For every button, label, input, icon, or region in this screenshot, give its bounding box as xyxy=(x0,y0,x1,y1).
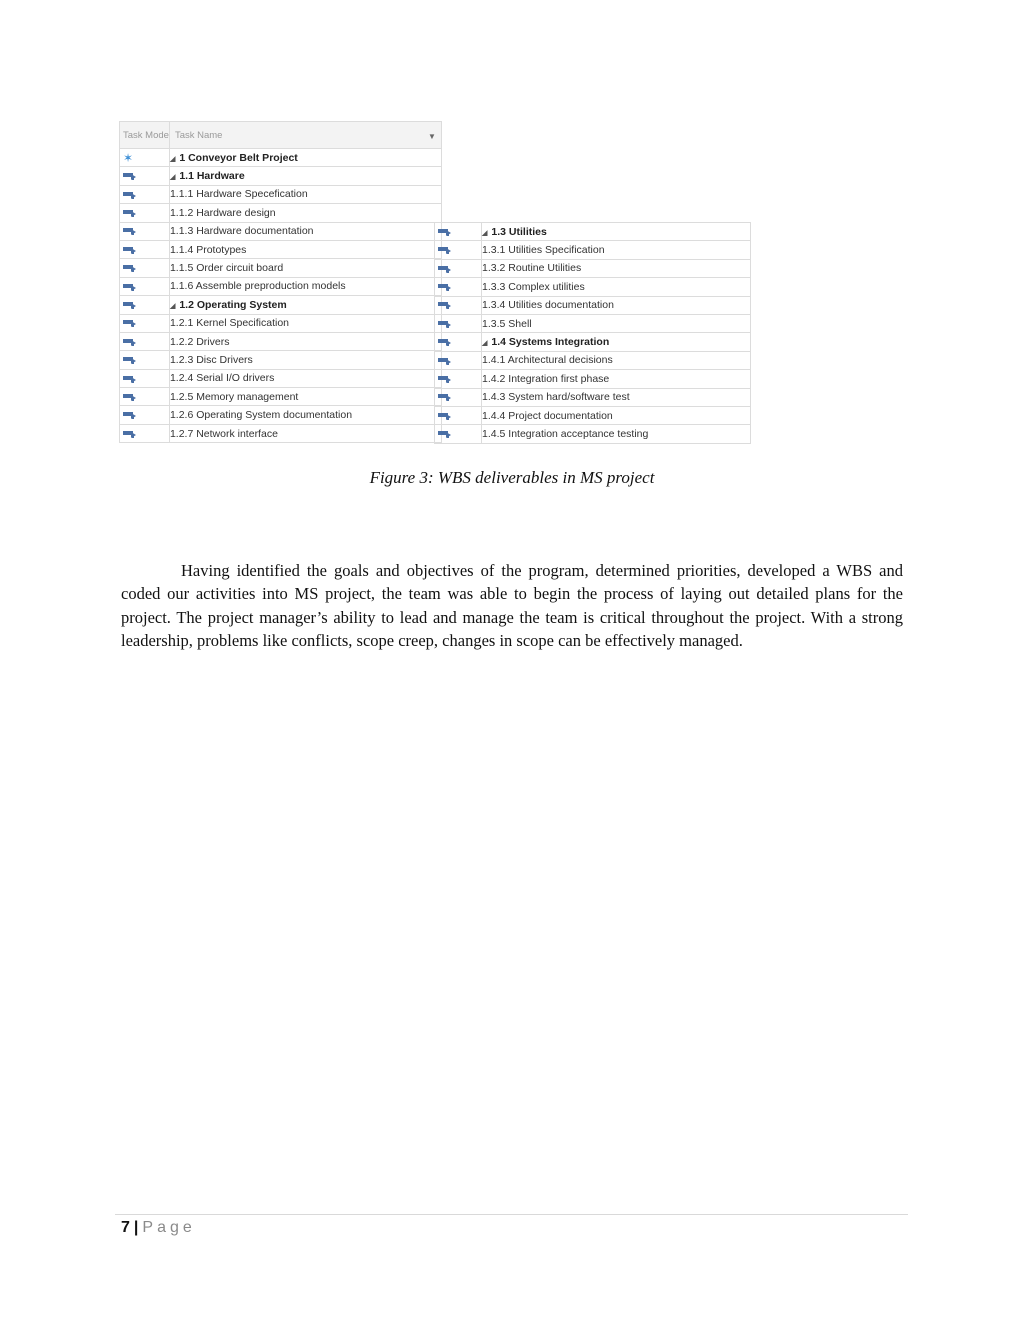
auto-schedule-icon xyxy=(438,245,452,255)
task-name-label: 1.4 Systems Integration xyxy=(491,336,610,349)
auto-schedule-icon xyxy=(438,411,452,421)
auto-schedule-icon xyxy=(123,263,137,273)
auto-schedule-icon xyxy=(438,429,452,439)
task-name-cell[interactable] xyxy=(169,406,441,424)
task-name-label: 1.1.5 Order circuit board xyxy=(169,262,284,275)
auto-schedule-icon xyxy=(438,392,452,402)
auto-schedule-icon xyxy=(438,337,452,347)
table-row[interactable] xyxy=(120,314,442,332)
task-name-cell[interactable] xyxy=(482,223,751,241)
task-name-cell[interactable] xyxy=(169,259,441,277)
auto-schedule-icon xyxy=(123,245,137,255)
footer-separator: | xyxy=(133,1219,139,1236)
task-name-label: 1.2.5 Memory management xyxy=(169,390,299,403)
task-mode-cell[interactable] xyxy=(435,241,482,259)
page-label: Page xyxy=(142,1219,196,1236)
task-mode-cell[interactable] xyxy=(435,333,482,351)
auto-schedule-icon xyxy=(123,337,137,347)
table-row[interactable] xyxy=(435,278,751,296)
auto-schedule-icon xyxy=(123,300,137,310)
task-name-label: 1.1.1 Hardware Specefication xyxy=(169,188,308,201)
task-name-label: 1.3.4 Utilities documentation xyxy=(482,299,614,312)
table-row[interactable] xyxy=(120,185,442,203)
table-row[interactable] xyxy=(120,296,442,314)
task-name-label: 1.2 Operating System xyxy=(179,298,287,311)
auto-schedule-icon xyxy=(438,282,452,292)
table-row[interactable] xyxy=(120,149,442,167)
task-name-label: 1.2.3 Disc Drivers xyxy=(169,353,253,366)
task-name-cell[interactable] xyxy=(482,333,751,351)
task-mode-cell[interactable] xyxy=(120,259,170,277)
auto-schedule-icon xyxy=(123,392,137,402)
task-name-cell[interactable] xyxy=(169,351,441,369)
table-row[interactable] xyxy=(435,370,751,388)
footer-divider xyxy=(115,1214,908,1215)
table-row[interactable] xyxy=(435,406,751,424)
task-mode-cell[interactable] xyxy=(435,296,482,314)
task-name-label: 1.4.1 Architectural decisions xyxy=(482,354,613,367)
table-row[interactable] xyxy=(435,425,751,443)
table-row[interactable] xyxy=(435,223,751,241)
task-name-cell[interactable] xyxy=(482,370,751,388)
task-name-cell[interactable] xyxy=(482,388,751,406)
auto-schedule-icon xyxy=(438,227,452,237)
task-mode-cell[interactable] xyxy=(435,351,482,369)
table-row[interactable] xyxy=(435,388,751,406)
task-name-label: 1.4.4 Project documentation xyxy=(482,409,613,422)
page-number: 7 xyxy=(121,1219,130,1236)
task-name-label: 1.3.3 Complex utilities xyxy=(482,280,585,293)
task-name-label: 1.2.1 Kernel Specification xyxy=(169,317,290,330)
task-name-label: 1.3.5 Shell xyxy=(482,317,532,330)
task-name-cell[interactable] xyxy=(482,351,751,369)
task-name-label: 1.1.2 Hardware design xyxy=(169,206,276,219)
task-mode-cell[interactable] xyxy=(120,204,170,222)
task-name-cell[interactable] xyxy=(169,185,441,203)
task-name-label: 1.3.2 Routine Utilities xyxy=(482,262,582,275)
task-name-cell[interactable] xyxy=(169,277,441,295)
auto-schedule-icon xyxy=(123,374,137,384)
task-name-label: 1.2.7 Network interface xyxy=(169,427,278,440)
task-name-label: 1.2.2 Drivers xyxy=(169,335,230,348)
auto-schedule-icon xyxy=(123,410,137,420)
table-row[interactable] xyxy=(435,333,751,351)
auto-schedule-icon xyxy=(123,171,137,181)
task-mode-cell[interactable] xyxy=(435,406,482,424)
auto-schedule-icon xyxy=(123,318,137,328)
task-mode-cell[interactable] xyxy=(435,278,482,296)
task-name-cell[interactable] xyxy=(482,241,751,259)
table-row[interactable] xyxy=(120,259,442,277)
task-mode-cell[interactable] xyxy=(120,296,170,314)
table-row[interactable] xyxy=(435,314,751,332)
auto-schedule-icon xyxy=(438,300,452,310)
task-name-label: 1.1.3 Hardware documentation xyxy=(169,225,314,238)
table-row[interactable] xyxy=(120,351,442,369)
task-mode-cell[interactable] xyxy=(120,277,170,295)
task-mode-cell[interactable] xyxy=(435,223,482,241)
wbs-table-left xyxy=(119,121,442,443)
task-mode-header[interactable]: Task Mode xyxy=(120,122,170,149)
wbs-table-right xyxy=(434,222,751,444)
auto-schedule-icon xyxy=(123,282,137,292)
task-name-cell[interactable] xyxy=(169,388,441,406)
task-name-header-label: Task Name xyxy=(174,129,223,141)
auto-schedule-icon xyxy=(438,264,452,274)
table-header-row xyxy=(120,122,442,149)
task-name-label: 1.2.4 Serial I/O drivers xyxy=(169,372,275,385)
page-footer xyxy=(121,1219,196,1237)
table-row[interactable] xyxy=(120,424,442,442)
task-name-cell[interactable] xyxy=(482,296,751,314)
task-mode-cell[interactable] xyxy=(435,314,482,332)
task-name-cell[interactable] xyxy=(169,369,441,387)
task-name-cell[interactable] xyxy=(482,278,751,296)
table-row[interactable] xyxy=(120,388,442,406)
collapse-triangle-icon[interactable]: ◢ xyxy=(169,174,176,182)
collapse-triangle-icon[interactable]: ◢ xyxy=(482,340,488,348)
table-row[interactable] xyxy=(435,351,751,369)
task-mode-cell[interactable] xyxy=(435,388,482,406)
task-name-label: 1.1.4 Prototypes xyxy=(169,243,247,256)
auto-schedule-icon xyxy=(123,355,137,365)
task-mode-cell[interactable] xyxy=(435,425,482,443)
task-mode-cell[interactable] xyxy=(435,259,482,277)
table-row[interactable] xyxy=(120,222,442,240)
task-mode-cell[interactable] xyxy=(120,185,170,203)
task-mode-cell[interactable] xyxy=(120,406,170,424)
task-mode-cell[interactable] xyxy=(120,424,170,442)
collapse-triangle-icon[interactable]: ◢ xyxy=(169,302,176,310)
table-row[interactable] xyxy=(435,259,751,277)
table-row[interactable] xyxy=(120,240,442,258)
task-name-cell[interactable] xyxy=(169,222,441,240)
task-name-cell[interactable] xyxy=(169,332,441,350)
table-row[interactable] xyxy=(120,167,442,185)
task-mode-cell[interactable] xyxy=(120,332,170,350)
task-name-label: 1 Conveyor Belt Project xyxy=(179,151,298,164)
task-name-cell[interactable] xyxy=(169,204,441,222)
task-mode-cell[interactable] xyxy=(435,370,482,388)
auto-schedule-icon xyxy=(123,190,137,200)
task-name-label: 1.4.5 Integration acceptance testing xyxy=(482,427,649,440)
table-row[interactable] xyxy=(435,296,751,314)
task-mode-cell[interactable] xyxy=(120,167,170,185)
collapse-triangle-icon[interactable]: ◢ xyxy=(482,229,488,237)
table-row[interactable] xyxy=(120,369,442,387)
body-paragraph: Having identified the goals and objectives of the program, determined priorities, developed a WBS and coded our activities into MS project, the team was able to begin the process of laying out detailed plans for the project. The project manager’s ability to lead and manage the team is critical throughout the project. With a strong leadership, problems like conflicts, scope creep, changes in scope can be effectively managed. xyxy=(121,561,903,650)
task-mode-cell[interactable] xyxy=(120,369,170,387)
task-name-cell[interactable] xyxy=(482,259,751,277)
task-name-cell[interactable] xyxy=(169,424,441,442)
dropdown-arrow-icon[interactable]: ▼ xyxy=(428,132,436,141)
table-row[interactable] xyxy=(120,332,442,350)
task-name-cell[interactable] xyxy=(169,314,441,332)
pin-icon: ✶ xyxy=(123,150,134,165)
table-row[interactable] xyxy=(120,277,442,295)
table-row[interactable] xyxy=(120,204,442,222)
auto-schedule-icon xyxy=(438,356,452,366)
task-name-cell[interactable] xyxy=(482,425,751,443)
task-name-cell[interactable] xyxy=(169,149,441,167)
task-name-label: 1.4.2 Integration first phase xyxy=(482,372,610,385)
task-mode-cell[interactable] xyxy=(120,222,170,240)
task-name-label: 1.4.3 System hard/software test xyxy=(482,391,630,404)
task-mode-cell[interactable] xyxy=(120,240,170,258)
auto-schedule-icon xyxy=(123,226,137,236)
task-name-label: 1.3.1 Utilities Specification xyxy=(482,244,605,257)
collapse-triangle-icon[interactable]: ◢ xyxy=(169,155,176,163)
task-mode-cell[interactable] xyxy=(120,388,170,406)
task-mode-cell[interactable] xyxy=(120,314,170,332)
table-row[interactable] xyxy=(120,406,442,424)
task-name-label: 1.1.6 Assemble preproduction models xyxy=(169,280,346,293)
table-row[interactable] xyxy=(435,241,751,259)
task-name-cell[interactable] xyxy=(169,296,441,314)
task-mode-cell[interactable] xyxy=(120,149,170,167)
auto-schedule-icon xyxy=(123,208,137,218)
auto-schedule-icon xyxy=(123,429,137,439)
task-name-cell[interactable] xyxy=(169,167,441,185)
task-name-label: 1.3 Utilities xyxy=(491,225,547,238)
task-name-cell[interactable] xyxy=(482,314,751,332)
figure-caption: Figure 3: WBS deliverables in MS project xyxy=(369,468,655,487)
task-name-label: 1.2.6 Operating System documentation xyxy=(169,409,353,422)
task-mode-cell[interactable] xyxy=(120,351,170,369)
task-name-label: 1.1 Hardware xyxy=(179,170,245,183)
auto-schedule-icon xyxy=(438,374,452,384)
task-name-header[interactable] xyxy=(169,122,441,149)
task-name-cell[interactable] xyxy=(169,240,441,258)
auto-schedule-icon xyxy=(438,319,452,329)
task-name-cell[interactable] xyxy=(482,406,751,424)
